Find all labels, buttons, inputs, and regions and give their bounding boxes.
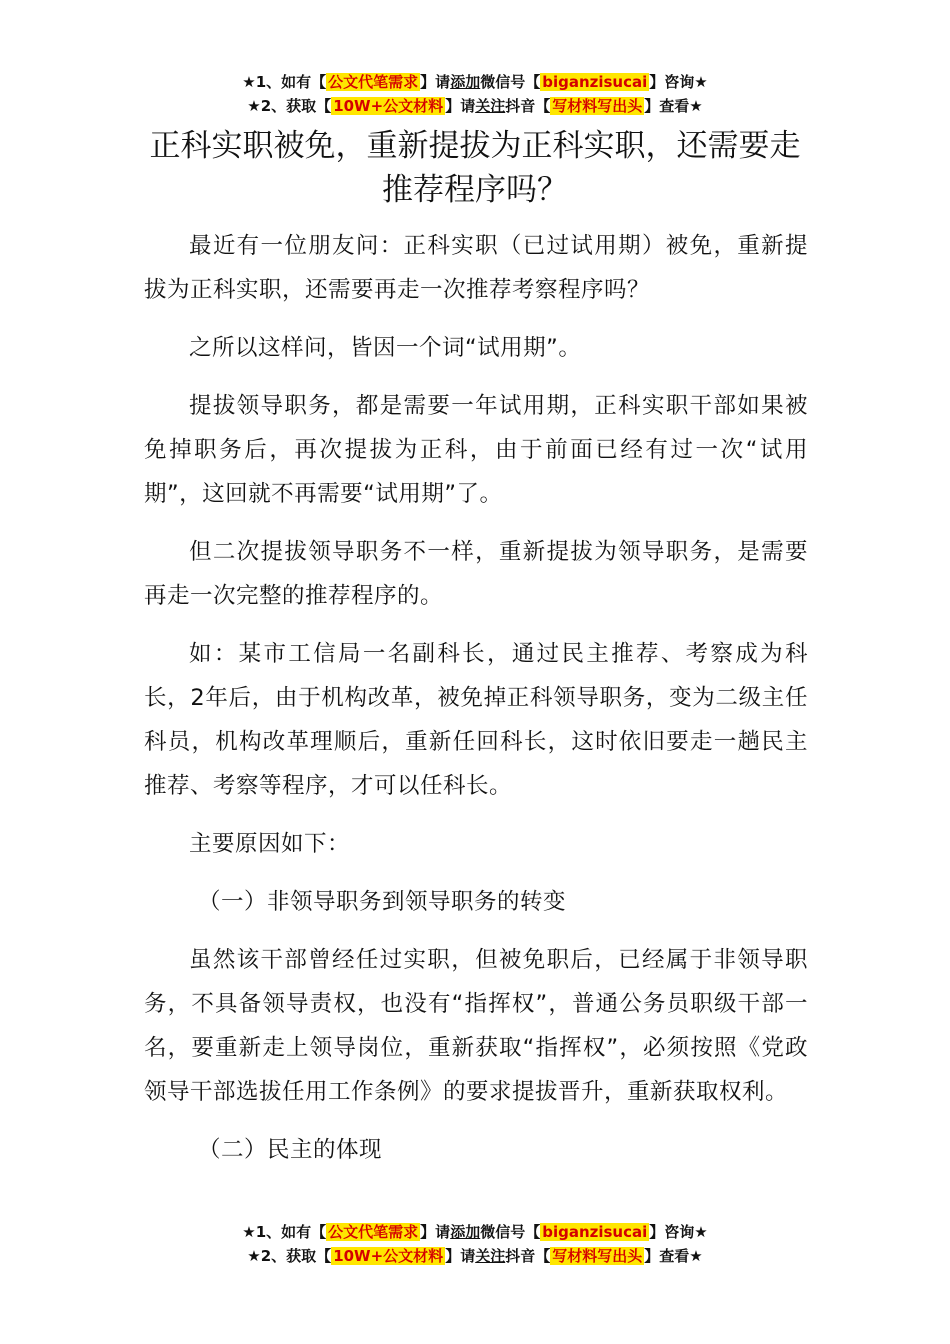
banner-text: 微信号【	[480, 73, 541, 91]
banner-text: 2、获取【	[260, 97, 332, 115]
paragraph: 提拔领导职务，都是需要一年试用期，正科实职干部如果被免掉职务后，再次提拔为正科，由于前面已经有过一次“试用期”，这回就不再需要“试用期”了。	[144, 393, 808, 507]
paragraph: 主要原因如下：	[189, 831, 351, 857]
underlined-text: 添加	[450, 1223, 481, 1241]
highlight-text: 写材料写出头	[552, 97, 643, 115]
section-heading: （一）非领导职务到领导职务的转变	[198, 889, 567, 915]
paragraph: 虽然该干部曾经任过实职，但被免职后，已经属于非领导职务，不具备领导责权，也没有“指挥权”，普通公务员职级干部一名，要重新走上领导岗位，重新获取“指挥权”，必须按照《党政领导干部选拔任用工作条例》的要求提拔晋升，重新获取权利。	[144, 947, 808, 1105]
banner-line-1	[0, 1220, 950, 1244]
highlight-text: 公文代笔需求	[328, 73, 419, 91]
star-icon: ★	[247, 97, 261, 115]
paragraph: 如：某市工信局一名副科长，通过民主推荐、考察成为科长，2年后，由于机构改革，被免掉正科领导职务，变为二级主任科员，机构改革理顺后，重新任回科长，这时依旧要走一趟民主推荐、考察等程序，才可以任科长。	[144, 641, 808, 799]
paragraph: 最近有一位朋友问：正科实职（已过试用期）被免，重新提拔为正科实职，还需要再走一次推荐考察程序吗？	[144, 233, 808, 303]
banner-line-1	[0, 70, 950, 94]
highlight-text: 10W+公文材料	[333, 1247, 444, 1265]
star-icon: ★	[242, 1223, 256, 1241]
star-icon: ★	[247, 1247, 261, 1265]
banner-text: 】咨询★	[649, 1223, 708, 1241]
paragraph: 之所以这样问，皆因一个词“试用期”。	[189, 335, 582, 361]
banner-text: 】查看★	[644, 1247, 703, 1265]
page-title: 正科实职被免，重新提拔为正科实职，还需要走推荐程序吗？	[149, 128, 801, 208]
banner-text: 】请	[420, 1223, 451, 1241]
star-icon: ★	[242, 73, 256, 91]
banner-text: 抖音【	[505, 1247, 551, 1265]
underlined-text: 添加	[450, 73, 481, 91]
section-heading: （二）民主的体现	[198, 1137, 383, 1163]
underlined-text: 关注	[475, 1247, 506, 1265]
banner-text: 2、获取【	[260, 1247, 332, 1265]
banner-text: 1、如有【	[255, 73, 327, 91]
paragraph: 但二次提拔领导职务不一样，重新提拔为领导职务，是需要再走一次完整的推荐程序的。	[144, 539, 808, 609]
banner-text: 1、如有【	[255, 1223, 327, 1241]
banner-text: 】请	[445, 1247, 476, 1265]
highlight-text: 公文代笔需求	[328, 1223, 419, 1241]
banner-text: 】请	[420, 73, 451, 91]
banner-text: 】请	[445, 97, 476, 115]
header-banner	[0, 70, 950, 118]
banner-text: 】咨询★	[649, 73, 708, 91]
banner-line-2	[0, 1244, 950, 1268]
highlight-text: 写材料写出头	[552, 1247, 643, 1265]
highlight-text: biganzisucai	[542, 73, 648, 91]
banner-text: 微信号【	[480, 1223, 541, 1241]
highlight-text: biganzisucai	[542, 1223, 648, 1241]
banner-text: 】查看★	[644, 97, 703, 115]
highlight-text: 10W+公文材料	[333, 97, 444, 115]
underlined-text: 关注	[475, 97, 506, 115]
article-body	[144, 224, 808, 1186]
banner-line-2	[0, 94, 950, 118]
banner-text: 抖音【	[505, 97, 551, 115]
footer-banner	[0, 1220, 950, 1268]
